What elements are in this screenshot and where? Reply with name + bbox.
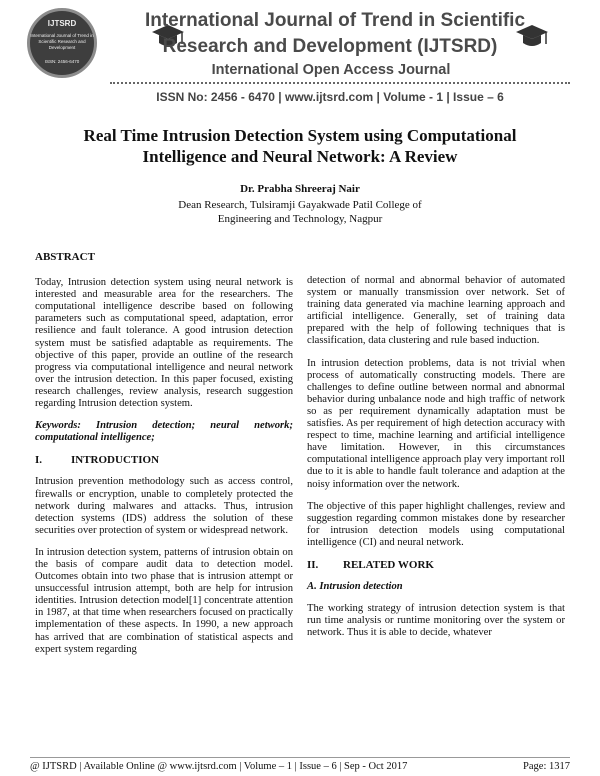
journal-subtitle: International Open Access Journal xyxy=(211,62,451,78)
journal-title-line2: Research and Development (IJTSRD) xyxy=(162,36,498,57)
abstract-heading: ABSTRACT xyxy=(35,251,95,263)
section-title: INTRODUCTION xyxy=(71,454,160,467)
paragraph: In intrusion detection system, patterns of intrusion obtain on the basis of compare audit data to detection model. Outcomes obtain into two phase that is intrusion attempt or unsuccessful intrusion attempt, both are help for intrusion identities. Intrusion detection model[1] concentrate attention in 1987, at that time when researchers focused on practically implementation of these aspects. In 1990, a new approach has arrived that are combination of statistical aspects and expert system regarding xyxy=(35,546,293,655)
page-footer xyxy=(30,757,570,772)
section-heading-introduction xyxy=(35,454,293,466)
page-number: Page: 1317 xyxy=(523,761,570,772)
subsection-heading: A. Intrusion detection xyxy=(307,581,403,593)
logo-text-name: International Journal of Trend in Scientific Research and Development xyxy=(30,33,94,50)
paragraph: Intrusion prevention methodology such as access control, firewalls or encryption, unable to completely protected the network during malwares and attacks. Thus, intrusion detection systems (IDS) address the solution of these securities over protection of system or widespread network. xyxy=(35,476,293,536)
section-number: I. xyxy=(35,454,43,467)
section-number: II. xyxy=(307,558,319,571)
journal-header xyxy=(0,0,600,112)
journal-title-line1: International Journal of Trend in Scientific xyxy=(144,10,526,31)
abstract-text: Today, Intrusion detection system using neural network is interested and measurable area for the researchers. The computational intelligence describe based on following parameters such as computational speed, adaptation, error resilience and fault tolerance. A good intrusion detection system must be satisfied adaptable as requirements. The objective of this paper, provide an outline of the research progress via computational intelligence and neural network over the intrusion detection. In this paper focused, existing research challenges, review analysis, research suggestion regarding Intrusion detection system. xyxy=(35,277,293,410)
section-title: RELATED WORK xyxy=(343,558,434,571)
paragraph: detection of normal and abnormal behavior of automated system or manually transmission over network. Set of training data generated via machine learning approach and artificial intelligence. Generally, set of training data prepared with the help of following techniques that is classification, data clustering and rule based induction. xyxy=(307,275,565,347)
affiliation-line2: Engineering and Technology, Nagpur xyxy=(217,213,383,225)
affiliation-line1: Dean Research, Tulsiramji Gayakwade Patil College of xyxy=(178,199,422,211)
paper-title-line2: Intelligence and Neural Network: A Review xyxy=(142,147,458,166)
issn-line: ISSN No: 2456 - 6470 | www.ijtsrd.com | Volume - 1 | Issue – 6 xyxy=(156,90,504,104)
paper-title-line1: Real Time Intrusion Detection System using Computational xyxy=(83,126,517,145)
author-affiliation xyxy=(0,198,600,226)
paper-title xyxy=(0,125,600,167)
author-name: Dr. Prabha Shreeraj Nair xyxy=(240,183,360,195)
paragraph: The working strategy of intrusion detection system is that run time analysis or runtime monitoring over the system or network. Thus it is able to decide, whatever xyxy=(307,603,565,639)
left-column xyxy=(35,251,293,666)
paragraph: The objective of this paper highlight challenges, review and suggestion regarding common mistakes done by researcher for intrusion detection models using computational intelligence (CI) and neural network. xyxy=(307,500,565,548)
section-heading-related-work xyxy=(307,559,565,571)
paragraph: In intrusion detection problems, data is not trivial when process of automatically constructing models. There are challenges to define outline between normal and abnormal behavior during unbalance node and high traffic of network so as per requirement dynamically adaptation must be satisfies. As per requirement of high detection accuracy with respect to time, machine learning and artificial intelligence have limitation. However, in this circumstances computational intelligence approach play very important roll due to it is able to handle fault tolerance and adaption at the noisy information over the network. xyxy=(307,357,565,490)
header-divider xyxy=(110,82,570,84)
keywords: Keywords: Intrusion detection; neural network; computational intelligence; xyxy=(35,420,293,444)
logo-text-abbrev: IJTSRD xyxy=(47,19,77,28)
logo-text-issn: ISSN: 2456-6470 xyxy=(44,59,80,64)
footer-citation: @ IJTSRD | Available Online @ www.ijtsrd.com | Volume – 1 | Issue – 6 | Sep - Oct 2017 xyxy=(30,761,408,772)
right-column xyxy=(307,275,565,649)
